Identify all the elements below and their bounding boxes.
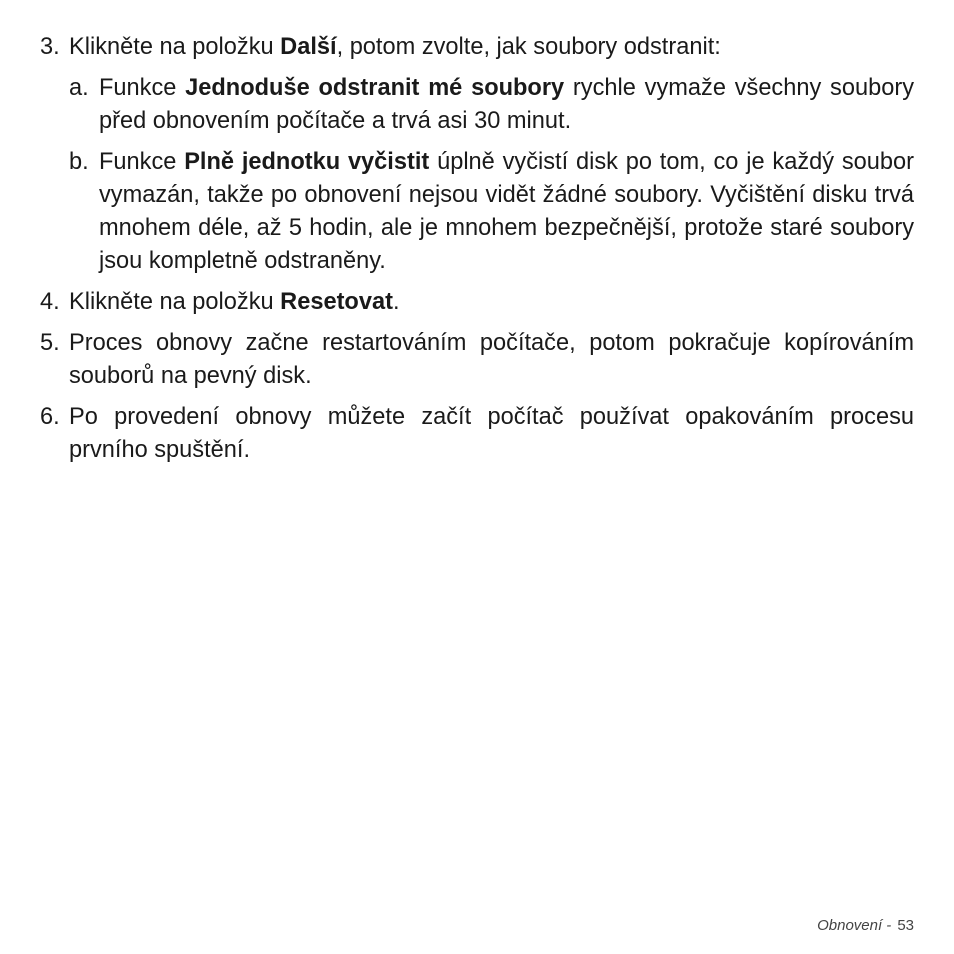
step-4 [40,286,914,319]
substep-text: úplně vyčistí disk po tom, co je každý soubor vymazán, takže po obnovení nejsou vidět žádné soubory. Vyčištění disku trvá mnohem déle, až 5 hodin, ale je mnohem bezpečnější, protože staré soubory jsou kompletně odstraněny. [99,149,914,274]
footer-section: Obnovení - [817,917,892,934]
page-number: 53 [897,917,914,934]
step-text: Klikněte na položku [69,289,281,315]
substep-b [69,146,914,278]
step-text: , potom zvolte, jak soubory odstranit: [336,34,721,60]
substep-bold-term: Jednoduše odstranit mé soubory [185,75,565,101]
step-bold-term: Další [280,34,337,60]
page-content [40,31,914,475]
substep-text: rychle vymaže všechny soubory před obnovením počítače a trvá asi 30 minut. [99,75,914,134]
step-5 [40,327,914,393]
step-text: Proces obnovy začne restartováním počítače, potom pokračuje kopírováním souborů na pevný disk. [69,330,914,389]
step-text: . [392,289,400,315]
step-number: 6. [40,404,60,430]
substep-bold-term: Plně jednotku vyčistit [184,149,430,175]
step-3 [40,31,914,64]
step-text: Po provedení obnovy můžete začít počítač používat opakováním procesu prvního spuštění. [69,404,914,463]
substep-text: Funkce [99,149,185,175]
page-footer [817,917,914,934]
substep-letter: a. [69,75,89,101]
step-number: 5. [40,330,60,356]
substep-letter: b. [69,149,89,175]
step-bold-term: Resetovat [280,289,393,315]
step-6 [40,401,914,467]
step-number: 4. [40,289,60,315]
step-number: 3. [40,34,60,60]
substep-a [69,72,914,138]
substep-text: Funkce [99,75,186,101]
step-text: Klikněte na položku [69,34,281,60]
